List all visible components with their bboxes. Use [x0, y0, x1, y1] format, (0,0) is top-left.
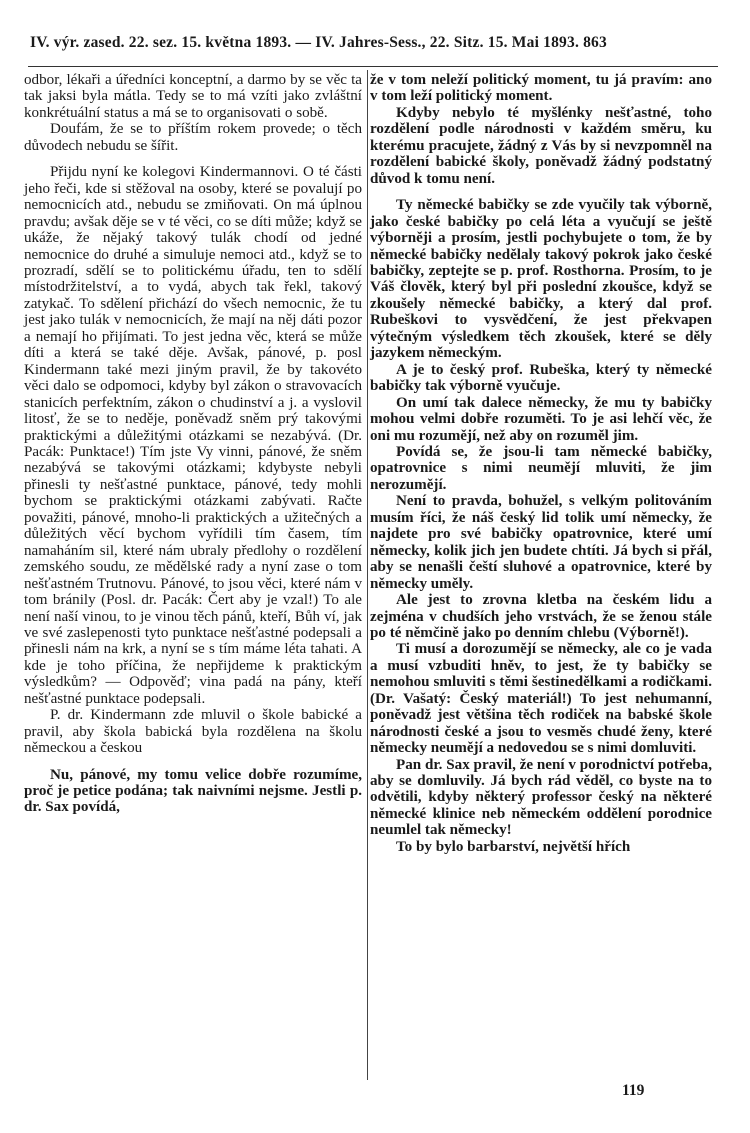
paragraph: Nu, pánové, my tomu velice dobře rozumíme, proč je petice podána; tak naivními nejsme. Jestli p. dr. Sax povídá, — [24, 766, 362, 816]
page-header: IV. výr. zased. 22. sez. 15. května 1893. — IV. Jahres-Sess., 22. Sitz. 15. Mai 1893. 863 — [30, 34, 607, 51]
paragraph: Ale jest to zrovna kletba na českém lidu a zejména v chudších jeho vrstvách, že se ženou stále po té němčině jako po denním chlebu (Výborně!). — [370, 592, 712, 641]
left-column — [24, 72, 362, 816]
column-divider — [367, 70, 368, 1080]
paragraph: P. dr. Kindermann zde mluvil o škole babické a pravil, aby škola babická byla rozdělena na školu německou a českou — [24, 707, 362, 757]
header-rule — [28, 66, 718, 67]
paragraph: Doufám, že se to příštím rokem provede; o těch důvodech nebudu se šířit. — [24, 121, 362, 154]
paragraph: odbor, lékaři a úředníci konceptní, a darmo by se věc ta tak jaksi byla mátla. Tedy se to má vzíti jako zvláštní konkrétuální status a má se to organisovati o sobě. — [24, 72, 362, 121]
paragraph: Povídá se, že jsou-li tam německé babičky, opatrovnice s nimi neumějí mluviti, že jim nerozumějí. — [370, 443, 712, 493]
paragraph: Pan dr. Sax pravil, že není v porodnictví potřeba, aby se domluvily. Já bych rád věděl, co byste na to odvětili, kdyby některý professor český na některé německé klinice neb německém oddělení porodnice neumlel tak německy! — [370, 756, 712, 839]
paragraph: že v tom neleží politický moment, tu já pravím: ano v tom leží politický moment. — [370, 72, 712, 105]
paragraph: To by bylo barbarství, největší hřích — [396, 838, 631, 855]
paragraph: Ty německé babičky se zde vyučily tak výborně, jako české babičky po celá léta a vyučují se ještě výborněji a prosím, jestli pochybujete o tom, že by německé babičky nedělaly takový pokrok jako české babičky, zeptejte se p. prof. Rosthorna. Prosím, to je Váš člověk, který byl při poslední zkoušce, když se zkoušely německé babičky, a který dal prof. Rubeškovi to vysvědčení, že jest překvapen výtečným výsledkem těch zkoušek, které se děly jazykem německým. — [370, 197, 712, 362]
paragraph: On umí tak dalece německy, že mu ty babičky mohou velmi dobře rozuměti. To je asi lehčí věc, že oni mu rozumějí, než aby on rozuměl jim. — [370, 394, 712, 444]
paragraph: Přijdu nyní ke kolegovi Kindermannovi. O té části jeho řeči, kde si stěžoval na osoby, které se povalují po nemocnicích atd., nebudu se zmiňovati. On má úplnou pravdu; avšak děje se v té věci, co se díti může; když se ukáže, že nějaký takový tulák chodí od jedné nemocnice do druhé a simuluje nemoci atd., když se to prozradí, sdělí se to politickému úřadu, ten to sdělí místodržitelství, a to vydá, abych tak řekl, takový zatykač. To sdělení přichází do všech nemocnic, že tu jest jako tulák v nemocnicích, že mají na něj dáti pozor a nemají ho přijímati. To jest jedna věc, která se může díti a která se také děje. Avšak, pánové, p. posl Kindermann také mezi jiným pravil, že by takovéto věci dalo se odpomoci, kdyby byl zákon o stravovacích stanicích perfektním, zákon o chudinství a j. a vyslovil litosť, že se to neděje, poněvadž sněm prý takovými praktickými a důležitými otázkami se nezabývá. (Dr. Pacák: Punktace!) Tím jste Vy vinni, pánové, že sněm nezabývá se takovými otázkami; kdybyste nebyli přinesli ty nešťastné punktace, pánové, tedy mohli bychom se praktickými otázkami zabývati. Račte považiti, pánové, mnoho-li praktických a užitečných a důležitých věcí bychom vyřídili tím časem, tím namaháním sil, které nám ubraly předlohy o rozdělení zemského soudu, ze mědělské rady a nyní zase o tom nešťastném Trutnovu. Pánové, to jsou věci, které nám v tom bránily (Posl. dr. Pacák: Čert aby je vzal!) To ale není naší vinou, to je vinou těch pánů, kteří, Bůh ví, jak ve své zaslepenosti tyto punktace nešťastné podepsali a přinesli nám na krk, a nyní se s tím máme léta tahati. A kde je toho příčina, že nepřijdeme k praktickým výsledkům? — Odpověď; vina padá na pány, kteří nešťastné punktace podepsali. — [24, 164, 362, 707]
right-column — [370, 72, 712, 855]
paragraph: Není to pravda, bohužel, s velkým politováním musím říci, že náš český lid tolik umí německy, že najdete pro své babičky opatrovnice, které umí německy, kolik jich jen budete chtíti. Já bych si přál, aby se nenašli čeští sluhové a opatrovnice, které by německy uměly. — [370, 493, 712, 592]
page-number: 119 — [622, 1082, 645, 1099]
paragraph: A je to český prof. Rubeška, který ty německé babičky tak výborně vyučuje. — [370, 361, 712, 395]
paragraph: Kdyby nebylo té myšlénky nešťastné, toho rozdělení podle národnosti v každém směru, ku kterému pracujete, žádný z Vás by si nevzpomněl na rozdělení babické školy, poněvadž žádný podstatný důvod k tomu není. — [370, 104, 712, 187]
paragraph: Ti musí a dorozumějí se německy, ale co je vada a musí vzbuditi hněv, to jest, že ty babičky se nemohou smluviti s těmi šestinedělkami a rodičkami. (Dr. Vašatý: Český materiál!) To jest nehumanní, poněvadž jest většina těch rodiček na babské škole národnosti české a jsou to vesměs chudé ženy, které německy neumějí a nedovedou se s nimi domluviti. — [370, 641, 712, 757]
